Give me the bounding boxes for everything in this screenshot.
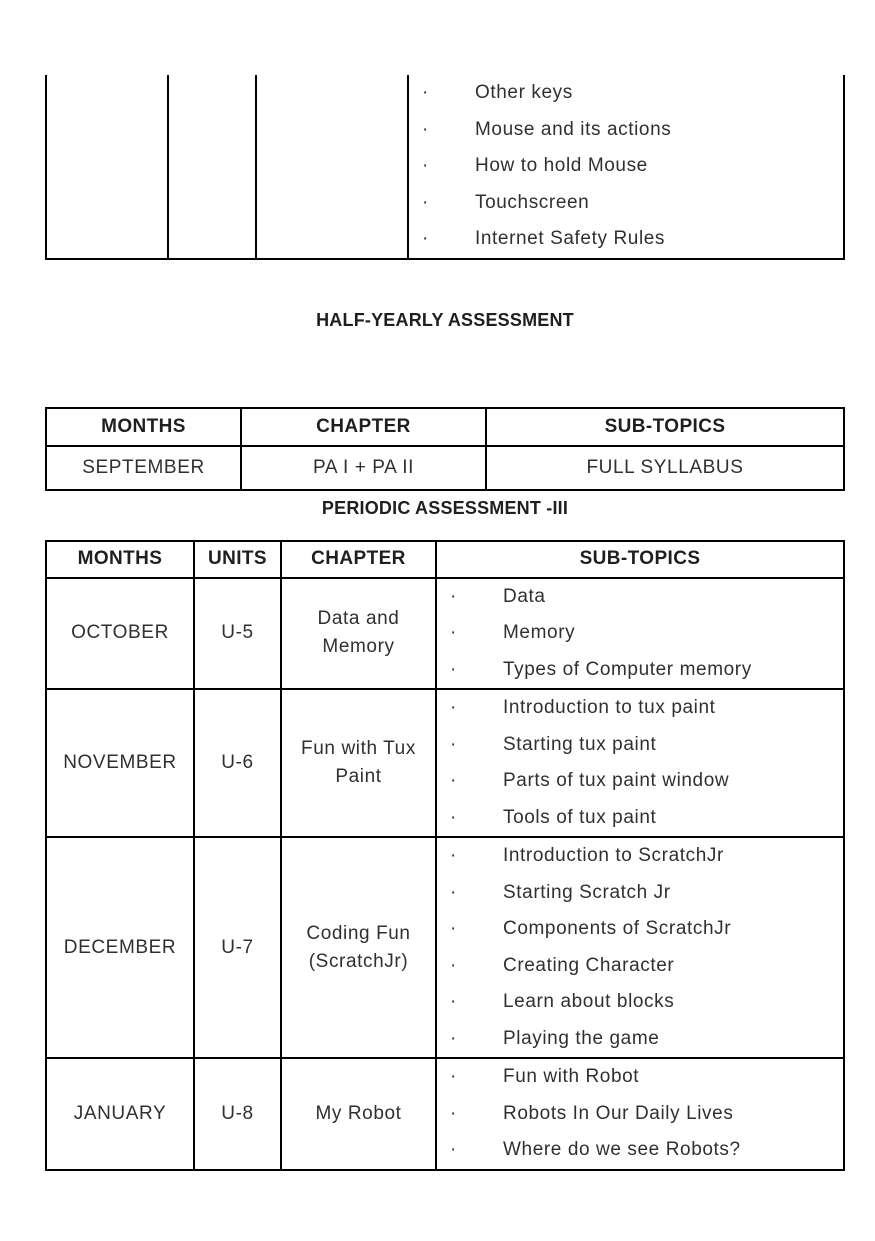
list-item bbox=[437, 763, 843, 800]
bullet-icon: · bbox=[450, 954, 457, 976]
bullet-icon: · bbox=[422, 82, 429, 104]
bullet-icon: · bbox=[422, 191, 429, 213]
unit-cell: U-5 bbox=[194, 578, 281, 690]
list-item bbox=[409, 75, 843, 112]
bullet-icon: · bbox=[422, 228, 429, 250]
chapter-cell: Data and Memory bbox=[281, 578, 436, 690]
list-item bbox=[437, 875, 843, 912]
chapter-cell-empty bbox=[256, 75, 408, 259]
subtopics-cell: FULL SYLLABUS bbox=[486, 446, 844, 490]
bullet-icon: · bbox=[422, 118, 429, 140]
bullet-icon: · bbox=[450, 658, 457, 680]
subtopic-text: Mouse and its actions bbox=[475, 118, 672, 140]
list-item bbox=[437, 615, 843, 652]
subtopics-cell bbox=[436, 578, 844, 690]
subtopic-text: Starting tux paint bbox=[503, 733, 657, 755]
list-item bbox=[409, 185, 843, 222]
header-row bbox=[46, 541, 844, 578]
header-subtopics: SUB-TOPICS bbox=[486, 408, 844, 446]
subtopic-text: Parts of tux paint window bbox=[503, 770, 730, 792]
bullet-icon: · bbox=[450, 918, 457, 940]
list-item bbox=[437, 690, 843, 727]
subtopic-text: Fun with Robot bbox=[503, 1066, 640, 1088]
subtopic-text: Introduction to tux paint bbox=[503, 697, 716, 719]
table-row bbox=[46, 75, 844, 259]
bullet-icon: · bbox=[450, 733, 457, 755]
subtopic-text: Internet Safety Rules bbox=[475, 228, 666, 250]
bullet-icon: · bbox=[450, 1102, 457, 1124]
list-item bbox=[409, 148, 843, 185]
list-item bbox=[437, 1132, 843, 1169]
unit-cell: U-8 bbox=[194, 1058, 281, 1170]
header-subtopics: SUB-TOPICS bbox=[436, 541, 844, 578]
bullet-icon: · bbox=[450, 770, 457, 792]
bullet-icon: · bbox=[450, 881, 457, 903]
chapter-cell: Coding Fun (ScratchJr) bbox=[281, 837, 436, 1058]
unit-cell: U-7 bbox=[194, 837, 281, 1058]
subtopic-text: Creating Character bbox=[503, 954, 675, 976]
table-row-november bbox=[46, 689, 844, 837]
table-row-december bbox=[46, 837, 844, 1058]
subtopic-text: Starting Scratch Jr bbox=[503, 881, 671, 903]
list-item bbox=[437, 984, 843, 1021]
header-months: MONTHS bbox=[46, 541, 194, 578]
list-item bbox=[437, 800, 843, 837]
month-cell: DECEMBER bbox=[46, 837, 194, 1058]
chapter-cell: My Robot bbox=[281, 1058, 436, 1170]
table-row bbox=[46, 446, 844, 490]
subtopic-text: Touchscreen bbox=[475, 191, 590, 213]
subtopics-cell bbox=[436, 1058, 844, 1170]
list-item bbox=[409, 112, 843, 149]
bullet-icon: · bbox=[450, 1066, 457, 1088]
list-item bbox=[437, 727, 843, 764]
subtopic-text: Data bbox=[503, 585, 546, 607]
subtopics-cell bbox=[436, 689, 844, 837]
header-row bbox=[46, 408, 844, 446]
subtopic-text: Tools of tux paint bbox=[503, 806, 657, 828]
list-item bbox=[437, 948, 843, 985]
table-row-january bbox=[46, 1058, 844, 1170]
bullet-icon: · bbox=[450, 806, 457, 828]
list-item bbox=[437, 1021, 843, 1058]
header-months: MONTHS bbox=[46, 408, 241, 446]
continuation-table bbox=[45, 75, 845, 260]
subtopic-text: Types of Computer memory bbox=[503, 658, 752, 680]
bullet-icon: · bbox=[450, 845, 457, 867]
header-units: UNITS bbox=[194, 541, 281, 578]
months-cell-empty bbox=[46, 75, 168, 259]
unit-cell: U-6 bbox=[194, 689, 281, 837]
subtopic-text: Introduction to ScratchJr bbox=[503, 845, 724, 867]
header-chapter: CHAPTER bbox=[281, 541, 436, 578]
chapter-cell: PA I + PA II bbox=[241, 446, 486, 490]
subtopic-text: Robots In Our Daily Lives bbox=[503, 1102, 734, 1124]
bullet-icon: · bbox=[450, 1139, 457, 1161]
subtopic-text: How to hold Mouse bbox=[475, 155, 648, 177]
bullet-icon: · bbox=[450, 585, 457, 607]
month-cell: SEPTEMBER bbox=[46, 446, 241, 490]
subtopic-text: Components of ScratchJr bbox=[503, 918, 732, 940]
bullet-icon: · bbox=[450, 991, 457, 1013]
bullet-icon: · bbox=[450, 697, 457, 719]
header-chapter: CHAPTER bbox=[241, 408, 486, 446]
subtopics-cell bbox=[408, 75, 844, 259]
list-item bbox=[437, 911, 843, 948]
subtopic-text: Other keys bbox=[475, 82, 573, 104]
periodic-title: PERIODIC ASSESSMENT -III bbox=[321, 497, 569, 518]
bullet-icon: · bbox=[450, 1027, 457, 1049]
list-item bbox=[437, 579, 843, 616]
units-cell-empty bbox=[168, 75, 256, 259]
list-item bbox=[437, 1059, 843, 1096]
month-cell: OCTOBER bbox=[46, 578, 194, 690]
bullet-icon: · bbox=[450, 622, 457, 644]
subtopic-text: Where do we see Robots? bbox=[503, 1139, 741, 1161]
half-yearly-title: HALF-YEARLY ASSESSMENT bbox=[316, 309, 574, 330]
subtopic-text: Learn about blocks bbox=[503, 991, 675, 1013]
subtopic-text: Memory bbox=[503, 622, 576, 644]
table-row-october bbox=[46, 578, 844, 690]
subtopics-cell bbox=[436, 837, 844, 1058]
periodic-table bbox=[45, 540, 845, 1171]
subtopic-text: Playing the game bbox=[503, 1027, 660, 1049]
list-item bbox=[409, 221, 843, 258]
list-item bbox=[437, 1096, 843, 1133]
half-yearly-table bbox=[45, 407, 845, 491]
month-cell: JANUARY bbox=[46, 1058, 194, 1170]
chapter-cell: Fun with Tux Paint bbox=[281, 689, 436, 837]
list-item bbox=[437, 838, 843, 875]
month-cell: NOVEMBER bbox=[46, 689, 194, 837]
bullet-icon: · bbox=[422, 155, 429, 177]
list-item bbox=[437, 652, 843, 689]
